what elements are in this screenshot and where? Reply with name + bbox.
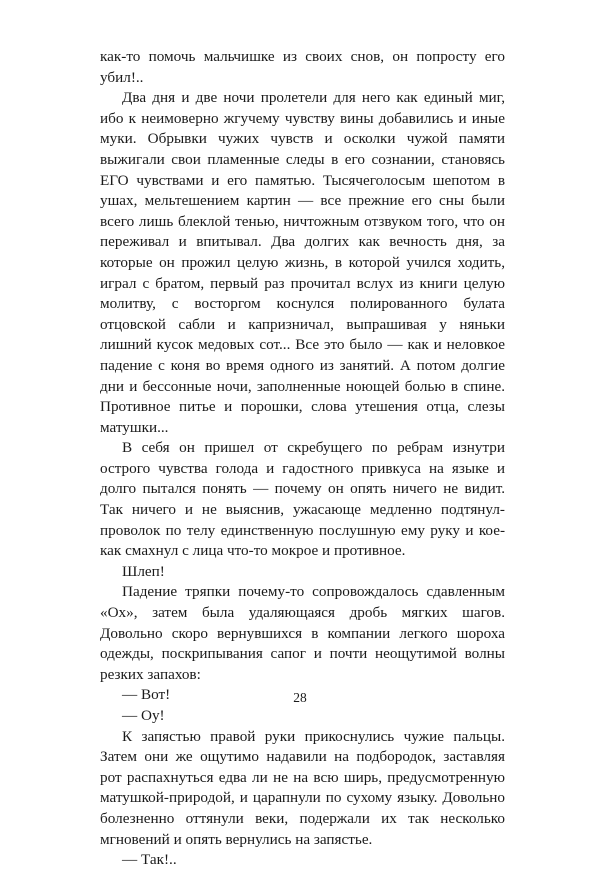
paragraph-1: как-то помочь мальчишке из своих снов, он попросту его убил!.. xyxy=(100,48,505,86)
paragraph-5: Падение тряпки почему-то сопровождалось сдавленным «Ох», затем была удаляющаяся дробь мягких шагов. Довольно скоро вернувшихся в компании легкого шороха одежды, поскрипывания сапог и почти неощутимой волны резких запахов: xyxy=(100,583,505,683)
paragraph-9: — Так!.. xyxy=(122,851,177,869)
paragraph-3: В себя он пришел от скребущего по ребрам изнутри острого чувства голода и гадостного привкуса на языке и долго пытался понять — почему он опять ничего не видит. Так ничего и не выяснив, ужасающе медленно подтянул-проволок по телу единственную послушную ему руку и кое-как смахнул с лица что-то мокрое и противное. xyxy=(100,439,505,560)
page-number: 28 xyxy=(293,690,307,705)
paragraph-4: Шлеп! xyxy=(122,562,165,580)
paragraph-6: — Вот! xyxy=(122,686,171,704)
paragraph-8: К запястью правой руки прикоснулись чужие пальцы. Затем они же ощутимо надавили на подбородок, заставляя рот распахнуться едва ли не на всю ширь, предусмотренную матушкой-природой, и царапнули по сухому языку. Довольно болезненно оттянули веки, подержали их так несколько мгновений и опять вернулись на запястье. xyxy=(100,727,505,848)
paragraph-2: Два дня и две ночи пролетели для него как единый миг, ибо к неимоверно жгучему чувству вины добавились и иные муки. Обрывки чужих чувств и осколки чужой памяти выжигали свои пламенные следы в его сознании, становясь ЕГО чувствами и его памятью. Тысячеголосым шепотом в ушах, мельтешением картин — все прежние его сны были всего лишь блеклой тенью, ничтожным отзвуком того, что он переживал и впитывал. Два долгих как вечность дня, за которые он прожил целую жизнь, в которой учился ходить, играл с братом, первый раз прочитал вслух из книги целую молитву, с восторгом коснулся полированного булата отцовской сабли и капризничал, выпрашивая у няньки лишний кусок медовых сот... Все это было — как и неловкое падение с коня во время одного из занятий. А потом долгие дни и бессонные ночи, заполненные ноющей болью в спине. Противное питье и порошки, слова утешения отца, слезы матушки... xyxy=(100,89,505,436)
paragraph-7: — Оу! xyxy=(122,707,165,724)
page-text-block xyxy=(100,47,505,871)
